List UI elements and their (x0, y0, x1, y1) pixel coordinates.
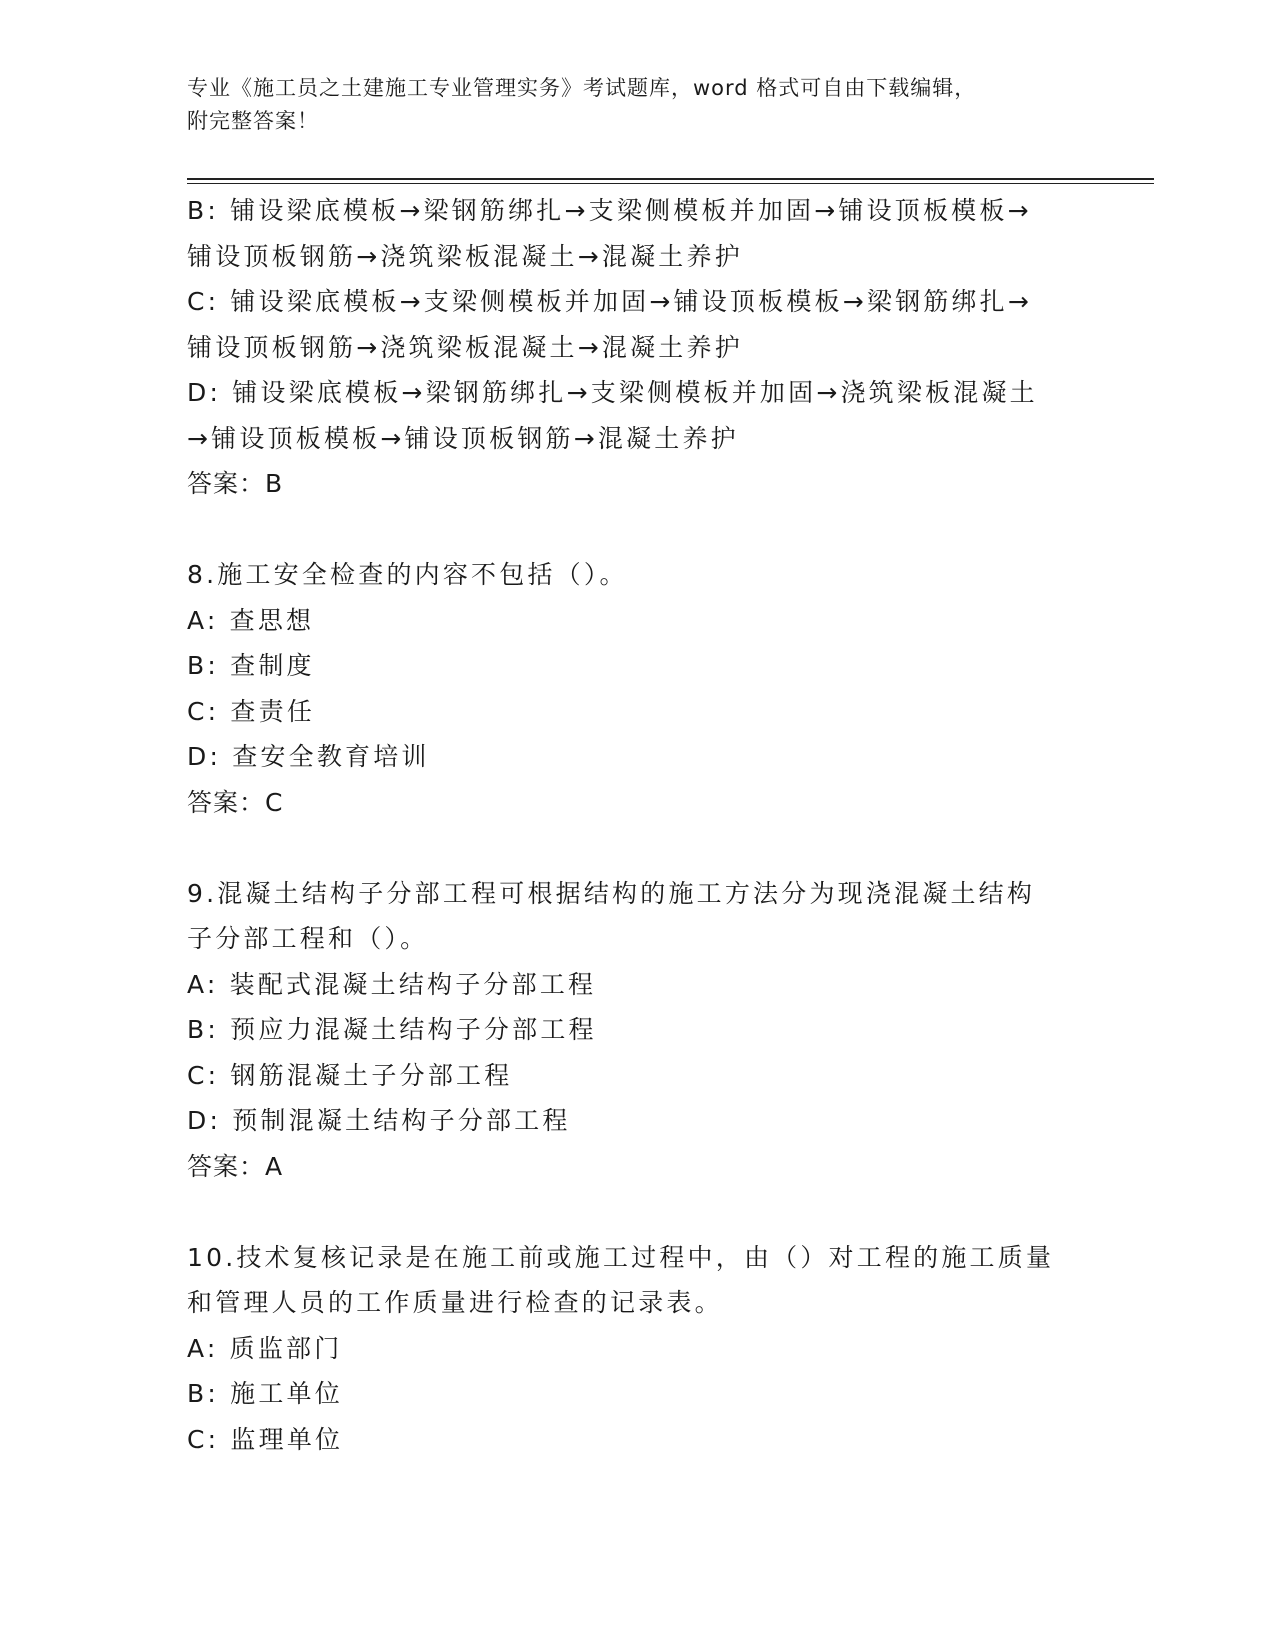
q9-option-c: C: 钢筋混凝土子分部工程 (187, 1060, 513, 1090)
q10-question-line-2: 和管理人员的工作质量进行检查的记录表。 (187, 1288, 723, 1317)
q10-question-line-1: 10.技术复核记录是在施工前或施工过程中，由（）对工程的施工质量 (187, 1242, 1055, 1272)
q8-option-a: A: 查思想 (187, 605, 315, 635)
q7-option-b-line-2: 铺设顶板钢筋→浇筑梁板混凝土→混凝土养护 (187, 241, 743, 271)
q8-option-c: C: 查责任 (187, 696, 316, 726)
q9-option-d: D: 预制混凝土结构子分部工程 (187, 1106, 571, 1135)
q10-option-c: C: 监理单位 (187, 1424, 344, 1454)
question-8-block (187, 552, 1087, 825)
header-divider-thick (187, 178, 1154, 180)
q7-option-c-line-2: 铺设顶板钢筋→浇筑梁板混凝土→混凝土养护 (187, 332, 743, 362)
header-divider-thin (187, 183, 1154, 184)
q7-option-b-line-1: B: 铺设梁底模板→梁钢筋绑扎→支梁侧模板并加固→铺设顶板模板→ (187, 196, 1032, 225)
q9-option-a: A: 装配式混凝土结构子分部工程 (187, 969, 597, 999)
q9-answer: 答案：A (187, 1151, 284, 1181)
header-line-2: 附完整答案！ (187, 109, 319, 133)
spacer (187, 825, 1087, 871)
q10-option-b: B: 施工单位 (187, 1379, 343, 1408)
document-header (187, 72, 1067, 138)
spacer (187, 507, 1087, 553)
q8-question: 8.施工安全检查的内容不包括（）。 (187, 560, 628, 589)
q9-question-line-2: 子分部工程和（）。 (187, 924, 429, 953)
q7-option-d-line-2: →铺设顶板模板→铺设顶板钢筋→混凝土养护 (187, 423, 739, 453)
header-line-1: 专业《施工员之土建施工专业管理实务》考试题库，word 格式可自由下载编辑， (187, 76, 977, 100)
question-content (187, 188, 1087, 1462)
q10-option-a: A: 质监部门 (187, 1333, 343, 1363)
q7-answer: 答案：B (187, 469, 284, 498)
spacer (187, 1189, 1087, 1235)
q9-option-b: B: 预应力混凝土结构子分部工程 (187, 1015, 597, 1044)
question-10-block (187, 1235, 1087, 1463)
q8-option-b: B: 查制度 (187, 651, 315, 680)
q7-option-d-line-1: D: 铺设梁底模板→梁钢筋绑扎→支梁侧模板并加固→浇筑梁板混凝土 (187, 378, 1038, 407)
question-9-block (187, 871, 1087, 1190)
q8-answer: 答案：C (187, 787, 284, 817)
q8-option-d: D: 查安全教育培训 (187, 742, 430, 771)
question-7-block (187, 188, 1087, 507)
q9-question-line-1: 9.混凝土结构子分部工程可根据结构的施工方法分为现浇混凝土结构 (187, 878, 1036, 908)
q7-option-c-line-1: C: 铺设梁底模板→支梁侧模板并加固→铺设顶板模板→梁钢筋绑扎→ (187, 287, 1033, 316)
